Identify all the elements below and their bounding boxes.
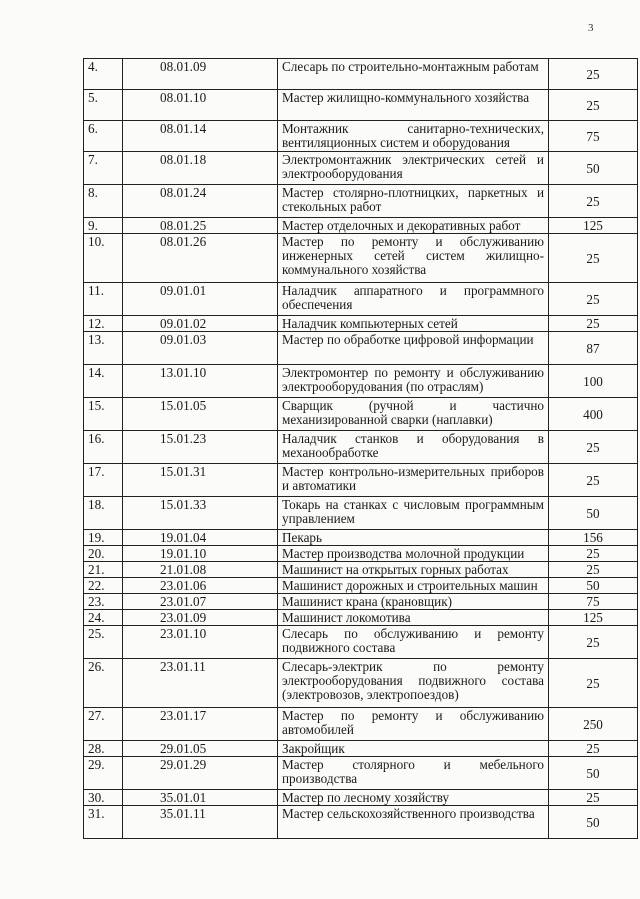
profession-code: 35.01.01 (123, 790, 278, 806)
profession-name: Наладчик компьютерных сетей (278, 316, 549, 332)
profession-name: Закройщик (278, 741, 549, 757)
profession-code: 08.01.24 (123, 185, 278, 218)
quantity: 50 (549, 757, 638, 790)
profession-code: 19.01.04 (123, 530, 278, 546)
row-number: 14. (84, 365, 123, 398)
table-row (84, 234, 638, 283)
quantity: 25 (549, 185, 638, 218)
profession-name: Машинист на открытых горных работах (278, 562, 549, 578)
row-number: 22. (84, 578, 123, 594)
table-row (84, 594, 638, 610)
quantity: 25 (549, 283, 638, 316)
profession-code: 23.01.17 (123, 708, 278, 741)
row-number: 13. (84, 332, 123, 365)
row-number: 11. (84, 283, 123, 316)
profession-code: 08.01.14 (123, 121, 278, 152)
table-row (84, 546, 638, 562)
profession-code: 23.01.06 (123, 578, 278, 594)
profession-code: 29.01.05 (123, 741, 278, 757)
quantity: 25 (549, 234, 638, 283)
profession-code: 08.01.25 (123, 218, 278, 234)
table-row (84, 790, 638, 806)
profession-name: Наладчик станков и оборудования в механообработке (278, 431, 549, 464)
row-number: 8. (84, 185, 123, 218)
row-number: 25. (84, 626, 123, 659)
quantity: 125 (549, 218, 638, 234)
row-number: 31. (84, 806, 123, 839)
quantity: 25 (549, 562, 638, 578)
quantity: 25 (549, 546, 638, 562)
row-number: 6. (84, 121, 123, 152)
row-number: 4. (84, 59, 123, 90)
quantity: 50 (549, 806, 638, 839)
profession-name: Электромонтажник электрических сетей и электрооборудования (278, 152, 549, 185)
quantity: 50 (549, 497, 638, 530)
profession-name: Мастер по обработке цифровой информации (278, 332, 549, 365)
profession-name: Сварщик (ручной и частично механизированной сварки (наплавки) (278, 398, 549, 431)
profession-code: 23.01.07 (123, 594, 278, 610)
row-number: 7. (84, 152, 123, 185)
table-row (84, 741, 638, 757)
row-number: 27. (84, 708, 123, 741)
table-row (84, 562, 638, 578)
professions-table (83, 58, 638, 839)
profession-code: 13.01.10 (123, 365, 278, 398)
table-row (84, 464, 638, 497)
table-row (84, 530, 638, 546)
profession-code: 21.01.08 (123, 562, 278, 578)
quantity: 400 (549, 398, 638, 431)
profession-name: Мастер по лесному хозяйству (278, 790, 549, 806)
profession-code: 19.01.10 (123, 546, 278, 562)
quantity: 75 (549, 121, 638, 152)
row-number: 12. (84, 316, 123, 332)
quantity: 25 (549, 659, 638, 708)
table-row (84, 218, 638, 234)
quantity: 50 (549, 152, 638, 185)
quantity: 25 (549, 790, 638, 806)
profession-code: 35.01.11 (123, 806, 278, 839)
profession-name: Электромонтер по ремонту и обслуживанию электрооборудования (по отраслям) (278, 365, 549, 398)
row-number: 30. (84, 790, 123, 806)
table-row (84, 806, 638, 839)
quantity: 100 (549, 365, 638, 398)
profession-code: 23.01.10 (123, 626, 278, 659)
row-number: 26. (84, 659, 123, 708)
profession-code: 09.01.01 (123, 283, 278, 316)
profession-name: Токарь на станках с числовым программным управлением (278, 497, 549, 530)
profession-name: Мастер контрольно-измерительных приборов и автоматики (278, 464, 549, 497)
quantity: 25 (549, 626, 638, 659)
table-row (84, 578, 638, 594)
row-number: 16. (84, 431, 123, 464)
quantity: 25 (549, 741, 638, 757)
profession-name: Мастер отделочных и декоративных работ (278, 218, 549, 234)
quantity: 87 (549, 332, 638, 365)
profession-code: 09.01.03 (123, 332, 278, 365)
table-row (84, 497, 638, 530)
table-row (84, 610, 638, 626)
quantity: 25 (549, 59, 638, 90)
profession-name: Мастер по ремонту и обслуживанию инженерных сетей систем жилищно-коммунального хозяйства (278, 234, 549, 283)
quantity: 156 (549, 530, 638, 546)
table-row (84, 659, 638, 708)
quantity: 125 (549, 610, 638, 626)
profession-name: Монтажник санитарно-технических, вентиляционных систем и оборудования (278, 121, 549, 152)
profession-code: 15.01.05 (123, 398, 278, 431)
quantity: 25 (549, 316, 638, 332)
profession-name: Мастер столярно-плотницких, паркетных и стекольных работ (278, 185, 549, 218)
profession-code: 08.01.18 (123, 152, 278, 185)
row-number: 20. (84, 546, 123, 562)
profession-name: Машинист дорожных и строительных машин (278, 578, 549, 594)
row-number: 15. (84, 398, 123, 431)
quantity: 25 (549, 90, 638, 121)
table-row (84, 757, 638, 790)
row-number: 5. (84, 90, 123, 121)
table-row (84, 431, 638, 464)
profession-code: 08.01.09 (123, 59, 278, 90)
table-row (84, 59, 638, 90)
row-number: 29. (84, 757, 123, 790)
profession-name: Пекарь (278, 530, 549, 546)
profession-name: Мастер производства молочной продукции (278, 546, 549, 562)
table-row (84, 365, 638, 398)
page-number: 3 (588, 22, 594, 34)
profession-code: 15.01.23 (123, 431, 278, 464)
profession-code: 08.01.26 (123, 234, 278, 283)
profession-name: Мастер столярного и мебельного производства (278, 757, 549, 790)
table-row (84, 626, 638, 659)
profession-name: Слесарь по обслуживанию и ремонту подвижного состава (278, 626, 549, 659)
row-number: 21. (84, 562, 123, 578)
row-number: 28. (84, 741, 123, 757)
profession-name: Мастер по ремонту и обслуживанию автомобилей (278, 708, 549, 741)
quantity: 25 (549, 431, 638, 464)
table-row (84, 121, 638, 152)
table-row (84, 283, 638, 316)
table-row (84, 708, 638, 741)
table-row (84, 90, 638, 121)
profession-code: 23.01.09 (123, 610, 278, 626)
profession-name: Мастер жилищно-коммунального хозяйства (278, 90, 549, 121)
row-number: 19. (84, 530, 123, 546)
row-number: 10. (84, 234, 123, 283)
quantity: 250 (549, 708, 638, 741)
table-row (84, 185, 638, 218)
profession-name: Наладчик аппаратного и программного обеспечения (278, 283, 549, 316)
profession-code: 09.01.02 (123, 316, 278, 332)
row-number: 23. (84, 594, 123, 610)
profession-code: 08.01.10 (123, 90, 278, 121)
profession-name: Машинист крана (крановщик) (278, 594, 549, 610)
row-number: 24. (84, 610, 123, 626)
row-number: 9. (84, 218, 123, 234)
profession-code: 29.01.29 (123, 757, 278, 790)
profession-code: 15.01.33 (123, 497, 278, 530)
profession-code: 15.01.31 (123, 464, 278, 497)
quantity: 75 (549, 594, 638, 610)
profession-name: Мастер сельскохозяйственного производства (278, 806, 549, 839)
table-row (84, 398, 638, 431)
row-number: 17. (84, 464, 123, 497)
quantity: 50 (549, 578, 638, 594)
table-row (84, 152, 638, 185)
profession-name: Слесарь-электрик по ремонту электрооборудования подвижного состава (электровозов, электропоездов) (278, 659, 549, 708)
quantity: 25 (549, 464, 638, 497)
table-row (84, 316, 638, 332)
profession-name: Слесарь по строительно-монтажным работам (278, 59, 549, 90)
table-row (84, 332, 638, 365)
row-number: 18. (84, 497, 123, 530)
table-body (84, 59, 638, 839)
profession-code: 23.01.11 (123, 659, 278, 708)
profession-name: Машинист локомотива (278, 610, 549, 626)
